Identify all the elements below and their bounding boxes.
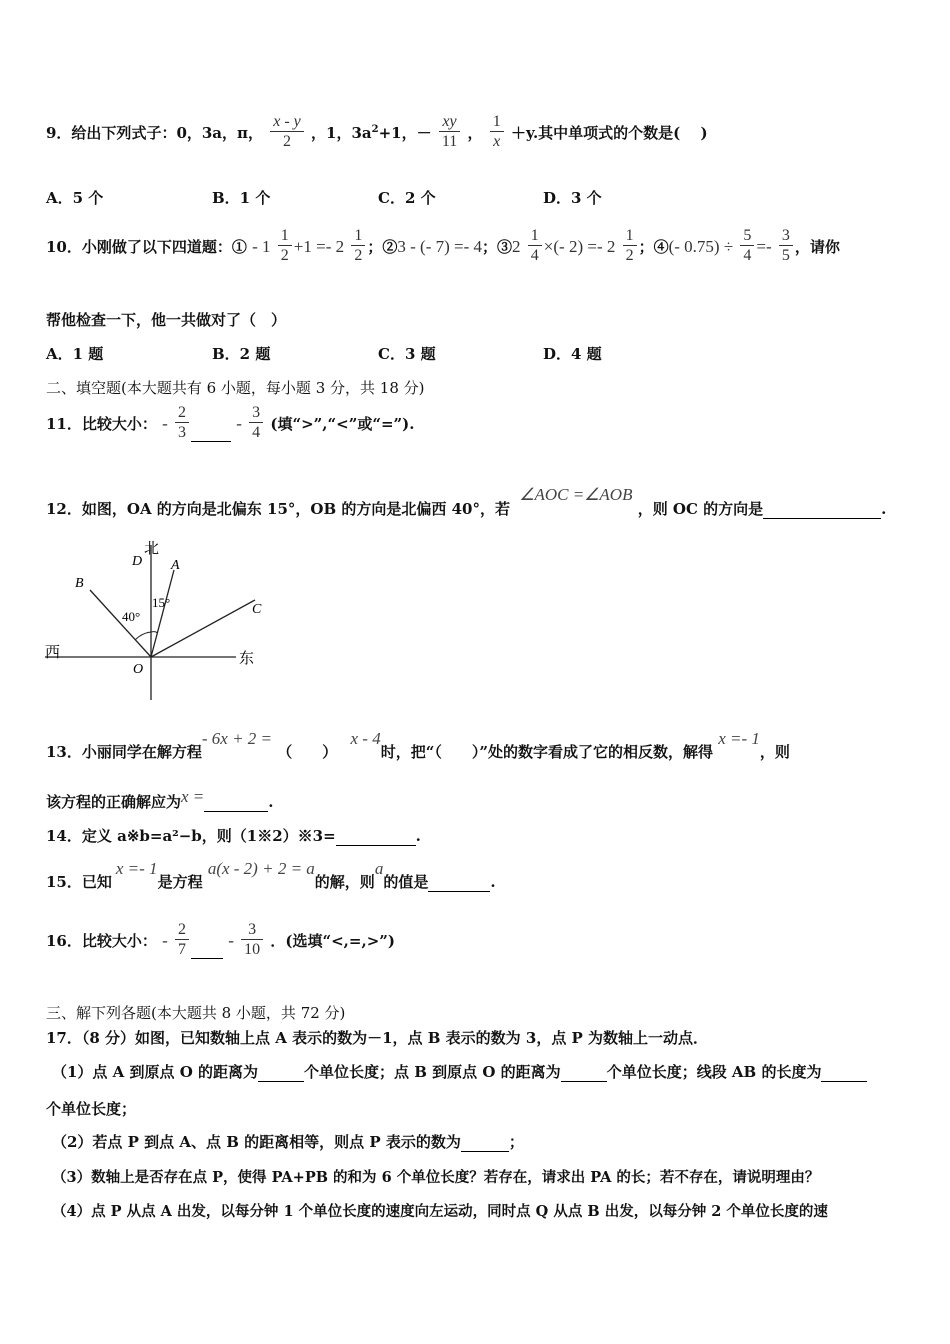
- q9-frac2-num: xy: [439, 112, 460, 132]
- q10-expr3-a: 2: [512, 237, 521, 256]
- section-2-heading: 二、填空题(本大题共有 6 小题，每小题 3 分，共 18 分): [46, 379, 425, 397]
- q9-fraction-2: [439, 112, 460, 151]
- angle-15-arc: [151, 632, 157, 633]
- q13-line2-expr: x =: [181, 787, 205, 806]
- q16-a-den: 7: [178, 941, 187, 958]
- q10-expr3-den1: 4: [530, 247, 539, 264]
- q13-solution: x =- 1: [718, 729, 760, 748]
- q17-part2-b: ；: [508, 1133, 524, 1151]
- q17-blank-4[interactable]: [461, 1137, 509, 1152]
- q11-b-sign: -: [236, 414, 242, 433]
- q17-part1-a: （1）点 A 到原点 O 的距离为: [52, 1063, 259, 1081]
- angle-40-arc: [135, 632, 151, 640]
- q14-text: 14．定义 a※b=a²−b，则（1※2）※3=: [46, 827, 336, 845]
- q9-fraction-3: [490, 112, 504, 151]
- q11-line: [46, 403, 415, 442]
- label-a: A: [171, 558, 180, 573]
- q9-line: [46, 112, 708, 151]
- q15-line: [46, 858, 496, 891]
- q11-b-den: 4: [252, 424, 261, 441]
- q13-eq-left: - 6x + 2 =: [201, 729, 273, 748]
- q11-b-fraction: [249, 403, 263, 442]
- q9-mid2: +1，－: [378, 124, 432, 142]
- q17-blank-3[interactable]: [821, 1067, 867, 1082]
- q12-end: .: [881, 500, 887, 518]
- q10-sep4: ；④: [638, 238, 669, 256]
- q10-expr1-frac1: [278, 226, 292, 265]
- q13-paren: （ ）: [277, 743, 338, 761]
- q10-expr3-den2: 2: [625, 247, 634, 264]
- q16-b-fraction: [241, 920, 263, 959]
- q12-suffix: ，则 OC 的方向是: [637, 500, 764, 518]
- q9-frac2-den: 11: [441, 133, 458, 150]
- q15-prefix: 15．已知: [46, 873, 112, 891]
- q11-a-sign: -: [162, 414, 168, 433]
- q16-a-sign: -: [162, 931, 168, 950]
- q14-answer-blank[interactable]: [336, 831, 416, 846]
- q17-part4: （4）点 P 从点 A 出发，以每分钟 1 个单位长度的速度向左运动，同时点 Q 从点 B 出发，以每分钟 2 个单位长度的速: [52, 1203, 828, 1220]
- q10-expr4-frac2: [779, 226, 793, 265]
- q10-expr4-num1: 5: [740, 226, 754, 246]
- q10-prefix: 10．小刚做了以下四道题：①: [46, 238, 247, 256]
- q12-expr: ∠AOC =∠AOB: [519, 485, 633, 504]
- q16-b-sign: -: [228, 931, 234, 950]
- q13-eq-right: x - 4: [350, 729, 381, 748]
- label-east: 东: [239, 651, 255, 667]
- q10-option-d: D．4 题: [543, 345, 602, 363]
- q10-line2: 帮他检查一下，他一共做对了（ ）: [46, 311, 287, 329]
- ray-ob: [90, 590, 151, 657]
- q16-b-num: 3: [241, 920, 263, 940]
- q12-line: [46, 484, 887, 518]
- q9-option-b: B．1 个: [212, 189, 271, 207]
- q10-expr1-den2: 2: [354, 247, 363, 264]
- q10-sep3: ；③: [482, 238, 513, 256]
- q9-option-a: A．5 个: [46, 189, 104, 207]
- q15-expr2: a(x - 2) + 2 = a: [207, 859, 315, 878]
- q9-prefix: 9．给出下列式子：0，3a，π，: [46, 124, 264, 142]
- q16-a-num: 2: [175, 920, 189, 940]
- ray-oa: [151, 570, 174, 657]
- q10-sep2: ；②: [367, 238, 398, 256]
- q11-a-num: 2: [175, 403, 189, 423]
- q10-expr1-b: +1 =- 2: [293, 237, 345, 256]
- q9-suffix: ＋y.其中单项式的个数是( ): [510, 124, 708, 142]
- q10-expr1-den1: 2: [280, 247, 289, 264]
- q10-expr1-frac2: [351, 226, 365, 265]
- q10-expr4-den1: 4: [743, 247, 752, 264]
- label-o: O: [133, 662, 144, 677]
- q15-end: .: [490, 873, 496, 891]
- q14-line: [46, 825, 421, 846]
- q17-part3: （3）数轴上是否存在点 P，使得 PA+PB 的和为 6 个单位长度？若存在，请求出 PA 的长；若不存在，请说明理由？: [52, 1169, 820, 1186]
- q11-answer-blank[interactable]: [191, 427, 231, 442]
- label-c: C: [252, 602, 262, 617]
- q12-figure: [40, 535, 280, 705]
- q9-frac3-num: 1: [490, 112, 504, 132]
- q10-expr4-num2: 3: [779, 226, 793, 246]
- q12-prefix: 12．如图，OA 的方向是北偏东 15°，OB 的方向是北偏西 40°，若: [46, 500, 510, 518]
- q16-b-den: 10: [244, 941, 261, 958]
- label-north: 北: [144, 541, 160, 557]
- q17-part1-b: 个单位长度；点 B 到原点 O 的距离为: [304, 1063, 561, 1081]
- q17-part1-c: 个单位长度；线段 AB 的长度为: [606, 1063, 822, 1081]
- q10-expr4-b: =-: [756, 237, 772, 256]
- label-b: B: [75, 576, 84, 591]
- q9-frac3-den: x: [493, 133, 501, 150]
- q9-frac1-num: x - y: [270, 112, 304, 132]
- q15-expr1: x =- 1: [115, 859, 158, 878]
- q14-end: .: [415, 827, 421, 845]
- q16-prefix: 16．比较大小：: [46, 932, 157, 950]
- q11-a-den: 3: [178, 424, 187, 441]
- q10-expr4-a: (- 0.75) ÷: [668, 237, 734, 256]
- q16-answer-blank[interactable]: [191, 944, 223, 959]
- q10-line: [46, 226, 840, 265]
- q10-expr2: 3 - (- 7) =- 4: [397, 237, 483, 256]
- q17-part1-end: 个单位长度；: [46, 1100, 137, 1118]
- q10-expr3-num2: 1: [623, 226, 637, 246]
- label-15-degrees: 15°: [152, 595, 171, 610]
- q10-expr3-frac2: [623, 226, 637, 265]
- q10-option-c: C．3 题: [378, 345, 436, 363]
- q13-prefix: 13．小丽同学在解方程: [46, 743, 202, 761]
- q13-line2-text: 该方程的正确解应为: [46, 793, 182, 811]
- q10-option-a: A．1 题: [46, 345, 104, 363]
- q16-line: [46, 920, 395, 959]
- q15-expr3: a: [374, 859, 384, 878]
- q15-mid2: 的解，则: [314, 873, 375, 891]
- label-d: D: [132, 554, 143, 569]
- q9-option-d: D．3 个: [543, 189, 602, 207]
- q11-a-fraction: [175, 403, 189, 442]
- q10-expr3-b: ×(- 2) =- 2: [543, 237, 616, 256]
- q9-frac1-den: 2: [283, 133, 292, 150]
- q9-superscript: 2: [371, 124, 379, 135]
- q17-part2-a: （2）若点 P 到点 A、点 B 的距离相等，则点 P 表示的数为: [52, 1133, 461, 1151]
- q12-answer-blank[interactable]: [763, 504, 881, 519]
- q17-head: 17．（8 分）如图，已知数轴上点 A 表示的数为－1，点 B 表示的数为 3，点 P 为数轴上一动点．: [46, 1029, 709, 1047]
- q13-middle: 时，把“（ ）”处的数字看成了它的相反数，解得: [380, 743, 713, 761]
- q15-answer-blank[interactable]: [428, 877, 490, 892]
- q10-expr1-num1: 1: [278, 226, 292, 246]
- q17-blank-1[interactable]: [258, 1067, 304, 1082]
- q10-expr4-den2: 5: [781, 247, 790, 264]
- q10-expr4-frac1: [740, 226, 754, 265]
- q10-suffix: ，请你: [794, 238, 840, 256]
- q10-option-b: B．2 题: [212, 345, 271, 363]
- q13-line2: [46, 786, 274, 811]
- q13-line2-end: .: [268, 793, 274, 811]
- q10-expr3-frac1: [528, 226, 542, 265]
- q13-suffix: ，则: [759, 743, 790, 761]
- section-3-heading: 三、解下列各题(本大题共 8 小题，共 72 分): [46, 1004, 346, 1022]
- q17-part1: [52, 1061, 867, 1082]
- q10-expr1-a: - 1: [252, 237, 271, 256]
- q11-b-num: 3: [249, 403, 263, 423]
- q9-fraction-1: [270, 112, 304, 151]
- q15-suffix: 的值是: [383, 873, 429, 891]
- q15-mid: 是方程: [157, 873, 203, 891]
- q10-expr1-num2: 1: [351, 226, 365, 246]
- q16-suffix: ．(选填“<,=,>”): [270, 932, 395, 950]
- q10-expr3-num1: 1: [528, 226, 542, 246]
- q9-comma: ，: [467, 124, 483, 142]
- q13-answer-blank[interactable]: [204, 797, 268, 812]
- q11-suffix: (填“>”,“<”或“=”).: [270, 415, 415, 433]
- q11-prefix: 11．比较大小：: [46, 415, 157, 433]
- q9-option-c: C．2 个: [378, 189, 436, 207]
- q9-mid: ，1，3a: [311, 124, 372, 142]
- q13-line: [46, 728, 790, 761]
- label-40-degrees: 40°: [122, 609, 141, 624]
- q17-blank-2[interactable]: [561, 1067, 607, 1082]
- label-west: 西: [45, 645, 61, 661]
- q17-part2: [52, 1131, 524, 1152]
- q16-a-fraction: [175, 920, 189, 959]
